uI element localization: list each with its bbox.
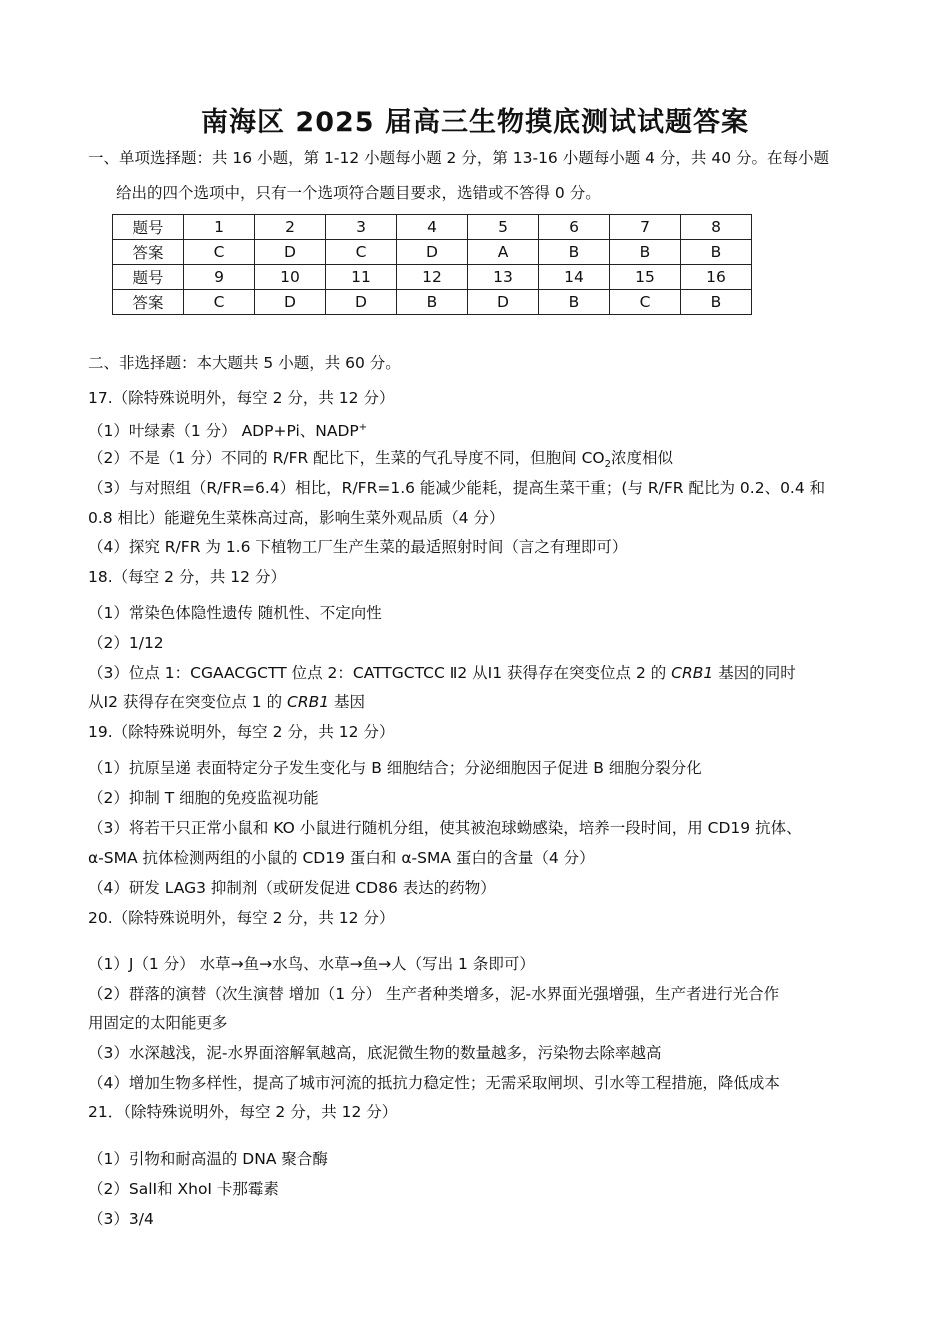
q18-answer-2: （2）1/12 xyxy=(88,634,164,652)
table-cell: D xyxy=(397,240,468,265)
q17-answer-2: （2）不是（1 分）不同的 R/FR 配比下，生菜的气孔导度不同，但胞间 $CO_2$浓度相似 xyxy=(88,449,674,471)
table-cell: D xyxy=(255,240,326,265)
q17-answer-1: （1）叶绿素（1 分） ADP+Pi、NADP+ xyxy=(88,422,368,441)
row-label: 题号 xyxy=(113,265,184,290)
table-cell: 6 xyxy=(539,215,610,240)
q18-answer-3-line1: （3）位点 1：CGAACGCTT 位点 2：CATTGCTCC Ⅱ2 从Ⅰ1 获得存在突变位点 2 的 CRB1 基因的同时 xyxy=(88,664,796,682)
q19-answer-1: （1）抗原呈递 表面特定分子发生变化与 B 细胞结合；分泌细胞因子促进 B 细胞分裂分化 xyxy=(88,759,702,777)
table-cell: C xyxy=(184,290,255,315)
table-row xyxy=(113,240,752,265)
table-cell: 10 xyxy=(255,265,326,290)
section1-instructions-line1: 一、单项选择题：共 16 小题，第 1-12 小题每小题 2 分，第 13-16 小题每小题 4 分，共 40 分。在每小题 xyxy=(88,149,830,167)
table-cell: 5 xyxy=(468,215,539,240)
q18-answer-3-line2: 从Ⅰ2 获得存在突变位点 1 的 CRB1 基因 xyxy=(88,693,366,711)
q17-answer-3-line1: （3）与对照组（R/FR=6.4）相比，R/FR=1.6 能减少能耗，提高生菜干重；(与 R/FR 配比为 0.2、0.4 和 xyxy=(88,479,826,497)
q20-answer-2-line2: 用固定的太阳能更多 xyxy=(88,1014,228,1032)
table-cell: 12 xyxy=(397,265,468,290)
q19-answer-3-line2: α-SMA 抗体检测两组的小鼠的 CD19 蛋白和 α-SMA 蛋白的含量（4 分） xyxy=(88,849,595,867)
q19-answer-3-line1: （3）将若干只正常小鼠和 KO 小鼠进行随机分组，使其被泡球蚴感染，培养一段时间，用 CD19 抗体、 xyxy=(88,819,802,837)
q17-heading: 17.（除特殊说明外，每空 2 分，共 12 分） xyxy=(88,389,395,407)
table-cell: B xyxy=(539,290,610,315)
table-cell: 16 xyxy=(681,265,752,290)
table-cell: 11 xyxy=(326,265,397,290)
table-cell: 2 xyxy=(255,215,326,240)
table-cell: B xyxy=(397,290,468,315)
table-cell: B xyxy=(681,240,752,265)
q17-answer-4: （4）探究 R/FR 为 1.6 下植物工厂生产生菜的最适照射时间（言之有理即可） xyxy=(88,538,628,556)
q21-answer-3: （3）3/4 xyxy=(88,1210,154,1228)
q20-answer-2-line1: （2）群落的演替（次生演替 增加（1 分） 生产者种类增多，泥-水界面光强增强，生产者进行光合作 xyxy=(88,985,780,1003)
row-label: 答案 xyxy=(113,290,184,315)
table-row xyxy=(113,290,752,315)
table-cell: 7 xyxy=(610,215,681,240)
table-cell: 3 xyxy=(326,215,397,240)
table-cell: A xyxy=(468,240,539,265)
q21-answer-1: （1）引物和耐高温的 DNA 聚合酶 xyxy=(88,1150,328,1168)
table-cell: 15 xyxy=(610,265,681,290)
q20-answer-3: （3）水深越浅，泥-水界面溶解氧越高，底泥微生物的数量越多，污染物去除率越高 xyxy=(88,1044,662,1062)
q20-heading: 20.（除特殊说明外，每空 2 分，共 12 分） xyxy=(88,909,395,927)
table-cell: D xyxy=(468,290,539,315)
page-title: 南海区 2025 届高三生物摸底测试试题答案 xyxy=(201,107,749,138)
table-cell: B xyxy=(610,240,681,265)
q18-heading: 18.（每空 2 分，共 12 分） xyxy=(88,568,286,586)
table-cell: 9 xyxy=(184,265,255,290)
q20-answer-4: （4）增加生物多样性，提高了城市河流的抵抗力稳定性；无需采取闸坝、引水等工程措施，降低成本 xyxy=(88,1074,780,1092)
table-cell: B xyxy=(539,240,610,265)
q21-answer-2: （2）SalⅠ和 XhoⅠ 卡那霉素 xyxy=(88,1180,279,1198)
q18-answer-1: （1）常染色体隐性遗传 随机性、不定向性 xyxy=(88,604,382,622)
answer-table xyxy=(112,214,752,315)
table-cell: 1 xyxy=(184,215,255,240)
table-row xyxy=(113,215,752,240)
table-cell: 4 xyxy=(397,215,468,240)
table-cell: D xyxy=(255,290,326,315)
table-cell: 13 xyxy=(468,265,539,290)
table-cell: B xyxy=(681,290,752,315)
table-cell: C xyxy=(610,290,681,315)
table-cell: D xyxy=(326,290,397,315)
q20-answer-1: （1）J（1 分） 水草→鱼→水鸟、水草→鱼→人（写出 1 条即可） xyxy=(88,955,535,973)
q21-heading: 21．（除特殊说明外，每空 2 分，共 12 分） xyxy=(88,1103,398,1121)
row-label: 题号 xyxy=(113,215,184,240)
table-cell: C xyxy=(326,240,397,265)
row-label: 答案 xyxy=(113,240,184,265)
table-cell: C xyxy=(184,240,255,265)
table-row xyxy=(113,265,752,290)
table-cell: 8 xyxy=(681,215,752,240)
table-cell: 14 xyxy=(539,265,610,290)
section1-instructions-line2: 给出的四个选项中，只有一个选项符合题目要求，选错或不答得 0 分。 xyxy=(116,184,601,202)
q17-answer-3-line2: 0.8 相比）能避免生菜株高过高，影响生菜外观品质（4 分） xyxy=(88,509,505,527)
section2-heading: 二、非选择题：本大题共 5 小题，共 60 分。 xyxy=(88,354,401,372)
q19-answer-4: （4）研发 LAG3 抑制剂（或研发促进 CD86 表达的药物） xyxy=(88,879,496,897)
q19-heading: 19.（除特殊说明外，每空 2 分，共 12 分） xyxy=(88,723,395,741)
q19-answer-2: （2）抑制 T 细胞的免疫监视功能 xyxy=(88,789,319,807)
